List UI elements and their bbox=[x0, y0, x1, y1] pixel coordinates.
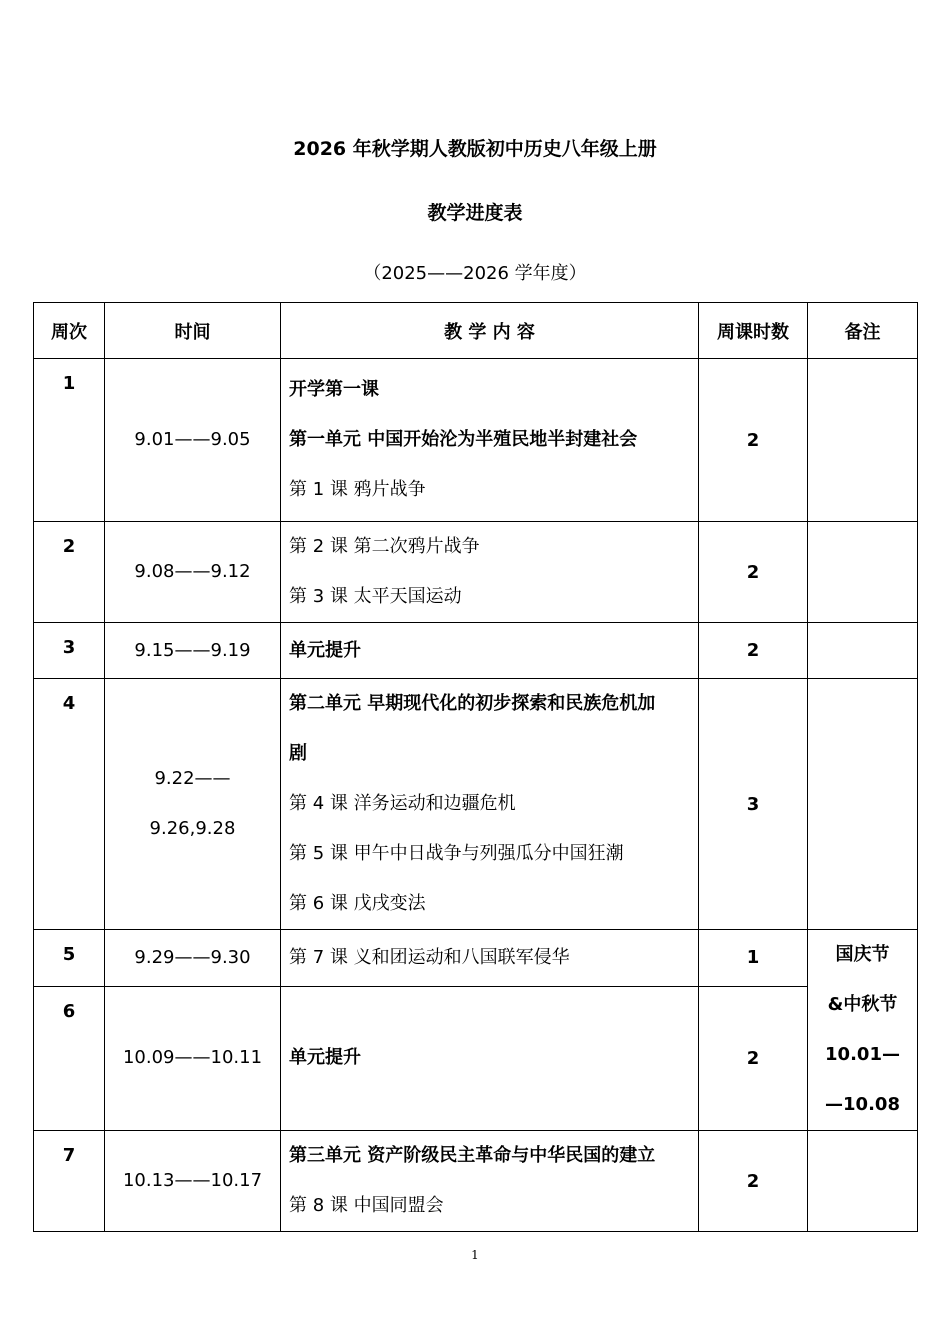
note-cell bbox=[808, 623, 918, 679]
week-cell: 3 bbox=[34, 623, 105, 679]
time-cell bbox=[105, 679, 281, 930]
week-cell: 7 bbox=[34, 1131, 105, 1232]
time-cell bbox=[105, 930, 281, 987]
note-cell bbox=[808, 522, 918, 623]
time-line: 9.08——9.12 bbox=[134, 561, 251, 582]
col-content: 教 学 内 容 bbox=[281, 303, 699, 359]
unit-heading: 单元提升 bbox=[289, 639, 361, 661]
table-row bbox=[34, 1131, 918, 1232]
time-cell bbox=[105, 359, 281, 522]
col-week: 周次 bbox=[34, 303, 105, 359]
schedule-table bbox=[33, 302, 918, 1232]
note-cell bbox=[808, 679, 918, 930]
content-cell bbox=[281, 522, 699, 623]
table-row bbox=[34, 623, 918, 679]
time-cell bbox=[105, 986, 281, 1130]
time-line: 9.29——9.30 bbox=[134, 946, 251, 968]
unit-heading: 开学第一课 bbox=[289, 379, 379, 400]
time-line: 9.26,9.28 bbox=[149, 818, 236, 839]
holiday-note-cell bbox=[808, 930, 918, 1131]
week-cell: 1 bbox=[34, 359, 105, 522]
col-note: 备注 bbox=[808, 303, 918, 359]
col-hours: 周课时数 bbox=[699, 303, 808, 359]
time-line: 9.22—— bbox=[154, 768, 231, 789]
note-cell bbox=[808, 359, 918, 522]
lesson-item: 第 4 课 洋务运动和边疆危机 bbox=[289, 793, 516, 814]
time-cell bbox=[105, 623, 281, 679]
hours-cell: 3 bbox=[699, 679, 808, 930]
content-cell bbox=[281, 679, 699, 930]
content-cell bbox=[281, 986, 699, 1130]
time-line: 10.13——10.17 bbox=[122, 1170, 263, 1191]
lesson-item: 第 8 课 中国同盟会 bbox=[289, 1195, 444, 1216]
unit-heading: 第一单元 中国开始沦为半殖民地半封建社会 bbox=[289, 429, 638, 450]
lesson-item: 第 6 课 戊戌变法 bbox=[289, 893, 426, 914]
document-title: 2026 年秋学期人教版初中历史八年级上册 bbox=[293, 138, 657, 160]
lesson-item: 第 2 课 第二次鸦片战争 bbox=[289, 536, 480, 557]
table-row bbox=[34, 679, 918, 930]
note-cell bbox=[808, 1131, 918, 1232]
time-cell bbox=[105, 1131, 281, 1232]
table-row bbox=[34, 522, 918, 623]
hours-cell: 2 bbox=[699, 986, 808, 1130]
note-line: 国庆节 bbox=[835, 944, 890, 965]
lesson-item: 第 7 课 义和团运动和八国联军侵华 bbox=[289, 946, 570, 968]
week-cell: 2 bbox=[34, 522, 105, 623]
content-cell bbox=[281, 623, 699, 679]
time-line: 10.09——10.11 bbox=[122, 1047, 263, 1069]
lesson-item: 第 1 课 鸦片战争 bbox=[289, 479, 426, 500]
hours-cell: 1 bbox=[699, 930, 808, 987]
time-line: 9.15——9.19 bbox=[134, 639, 251, 661]
hours-cell: 2 bbox=[699, 1131, 808, 1232]
content-cell bbox=[281, 1131, 699, 1232]
unit-heading: 单元提升 bbox=[289, 1047, 361, 1069]
table-row bbox=[34, 359, 918, 522]
note-line: 10.01— bbox=[825, 1044, 900, 1065]
week-cell: 5 bbox=[34, 930, 105, 987]
week-cell: 6 bbox=[34, 986, 105, 1130]
unit-heading: 剧 bbox=[289, 743, 307, 764]
week-cell: 4 bbox=[34, 679, 105, 930]
time-cell bbox=[105, 522, 281, 623]
unit-heading: 第三单元 资产阶级民主革命与中华民国的建立 bbox=[289, 1145, 656, 1166]
content-cell bbox=[281, 359, 699, 522]
hours-cell: 2 bbox=[699, 359, 808, 522]
note-line: &中秋节 bbox=[827, 994, 898, 1015]
hours-cell: 2 bbox=[699, 522, 808, 623]
lesson-item: 第 5 课 甲午中日战争与列强瓜分中国狂潮 bbox=[289, 843, 624, 864]
document-subtitle: 教学进度表 bbox=[427, 202, 523, 224]
time-line: 9.01——9.05 bbox=[134, 429, 251, 450]
lesson-item: 第 3 课 太平天国运动 bbox=[289, 586, 462, 607]
table-header-row bbox=[34, 303, 918, 359]
note-line: —10.08 bbox=[825, 1094, 900, 1115]
content-cell bbox=[281, 930, 699, 987]
hours-cell: 2 bbox=[699, 623, 808, 679]
academic-year: （2025——2026 学年度） bbox=[363, 263, 587, 284]
unit-heading: 第二单元 早期现代化的初步探索和民族危机加 bbox=[289, 693, 656, 714]
table-row bbox=[34, 986, 918, 1130]
col-time: 时间 bbox=[105, 303, 281, 359]
page-number: 1 bbox=[471, 1248, 479, 1262]
table-row bbox=[34, 930, 918, 987]
